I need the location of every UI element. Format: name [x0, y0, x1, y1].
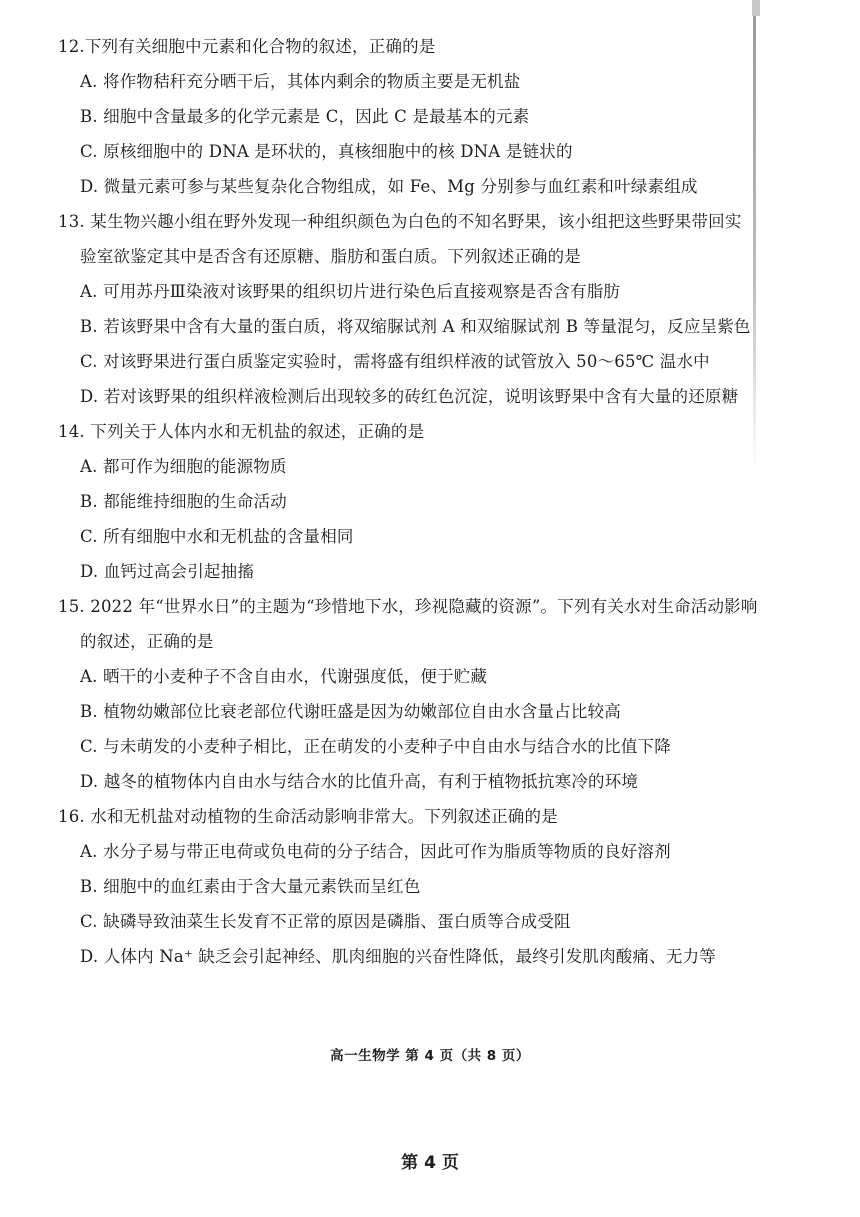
question-12-option-a: A. 将作物秸秆充分晒干后，其体内剩余的物质主要是无机盐 — [80, 72, 521, 91]
question-15-stem-continued: 的叙述，正确的是 — [80, 632, 214, 651]
question-13-option-c: C. 对该野果进行蛋白质鉴定实验时，需将盛有组织样液的试管放入 50～65℃ 温水中 — [80, 352, 710, 371]
question-14-option-a: A. 都可作为细胞的能源物质 — [80, 457, 287, 476]
question-12-stem: 12.下列有关细胞中元素和化合物的叙述，正确的是 — [58, 37, 436, 56]
question-14-option-d: D. 血钙过高会引起抽搐 — [80, 562, 255, 581]
question-16-option-a: A. 水分子易与带正电荷或负电荷的分子结合，因此可作为脂质等物质的良好溶剂 — [80, 842, 671, 861]
question-13-stem: 13. 某生物兴趣小组在野外发现一种组织颜色为白色的不知名野果，该小组把这些野果带回实 — [58, 212, 742, 231]
question-15-option-d: D. 越冬的植物体内自由水与结合水的比值升高，有利于植物抵抗寒冷的环境 — [80, 772, 639, 791]
question-16-option-c: C. 缺磷导致油菜生长发育不正常的原因是磷脂、蛋白质等合成受阻 — [80, 912, 571, 931]
question-12-option-c: C. 原核细胞中的 DNA 是环状的，真核细胞中的核 DNA 是链状的 — [80, 142, 573, 161]
question-16-option-b: B. 细胞中的血红素由于含大量元素铁而呈红色 — [80, 877, 421, 896]
question-16-stem: 16. 水和无机盐对动植物的生命活动影响非常大。下列叙述正确的是 — [58, 807, 558, 826]
question-15-option-a: A. 晒干的小麦种子不含自由水，代谢强度低，便于贮藏 — [80, 667, 488, 686]
question-15-stem: 15. 2022 年“世界水日”的主题为“珍惜地下水，珍视隐藏的资源”。下列有关水对生命活动影响 — [58, 597, 758, 616]
question-13-stem-continued: 验室欲鉴定其中是否含有还原糖、脂肪和蛋白质。下列叙述正确的是 — [80, 247, 581, 266]
question-12-option-d: D. 微量元素可参与某些复杂化合物组成，如 Fe、Mg 分别参与血红素和叶绿素组成 — [80, 177, 698, 196]
question-13-option-b: B. 若该野果中含有大量的蛋白质，将双缩脲试剂 A 和双缩脲试剂 B 等量混匀，反应呈紫色 — [80, 317, 751, 336]
question-14-stem: 14. 下列关于人体内水和无机盐的叙述，正确的是 — [58, 422, 425, 441]
page-footer: 高一生物学 第 4 页（共 8 页） — [330, 1048, 530, 1064]
page-number-label: 第 4 页 — [401, 1153, 459, 1173]
question-13-option-a: A. 可用苏丹Ⅲ染液对该野果的组织切片进行染色后直接观察是否含有脂肪 — [80, 282, 621, 301]
question-14-option-b: B. 都能维持细胞的生命活动 — [80, 492, 287, 511]
question-12-option-b: B. 细胞中含量最多的化学元素是 C，因此 C 是最基本的元素 — [80, 107, 530, 126]
question-15-option-c: C. 与未萌发的小麦种子相比，正在萌发的小麦种子中自由水与结合水的比值下降 — [80, 737, 671, 756]
question-14-option-c: C. 所有细胞中水和无机盐的含量相同 — [80, 527, 354, 546]
question-16-option-d: D. 人体内 Na⁺ 缺乏会引起神经、肌肉细胞的兴奋性降低，最终引发肌肉酸痛、无力等 — [80, 947, 717, 966]
question-15-option-b: B. 植物幼嫩部位比衰老部位代谢旺盛是因为幼嫩部位自由水含量占比较高 — [80, 702, 621, 721]
question-13-option-d: D. 若对该野果的组织样液检测后出现较多的砖红色沉淀，说明该野果中含有大量的还原糖 — [80, 387, 739, 406]
